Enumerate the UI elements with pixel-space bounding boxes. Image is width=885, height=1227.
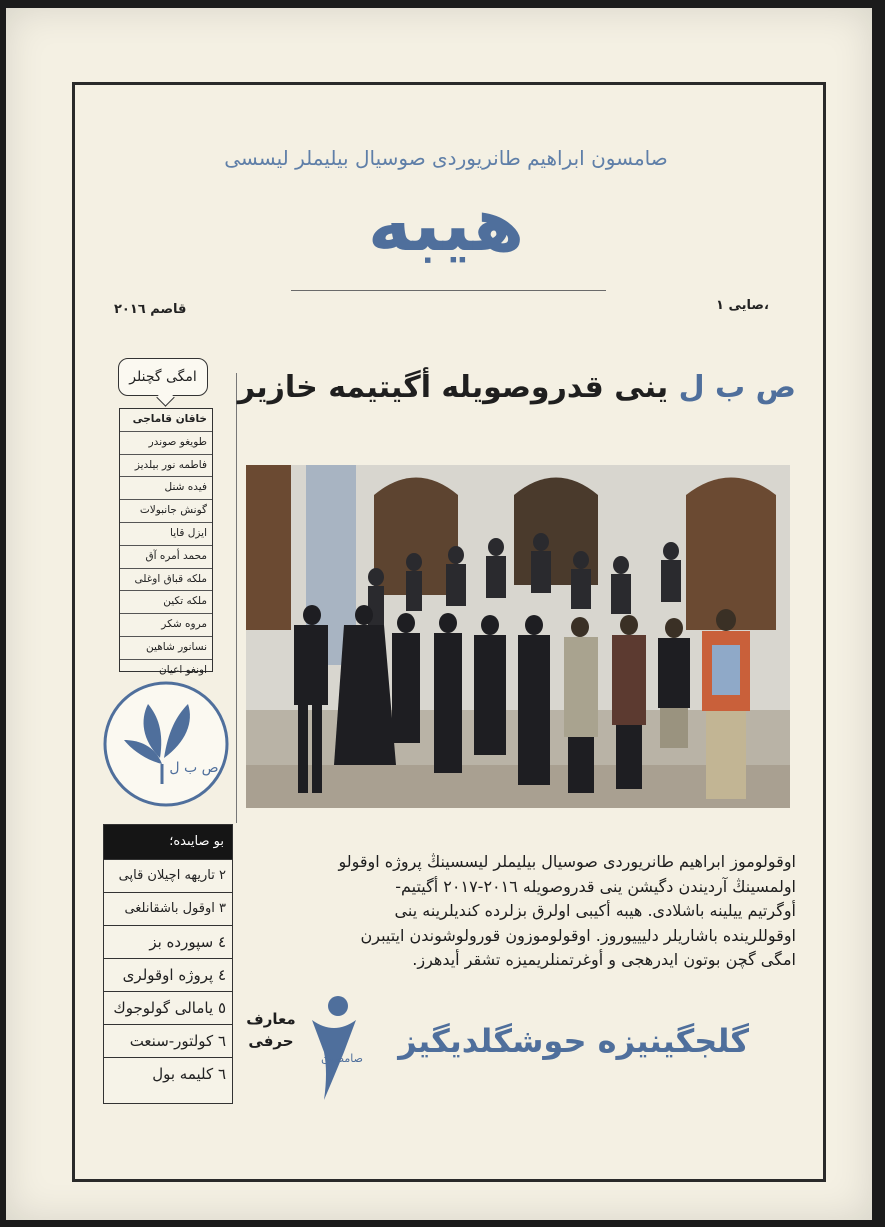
staff-list	[119, 408, 213, 676]
staff-member: اونغو اعيان	[159, 663, 207, 676]
article-line: امگى گچن بوتون ايدرهجى و أوغرتمنلريميزه تشقر أيدهرز.	[412, 950, 796, 969]
contents-item: ٦ كولتور-سنعت	[104, 1024, 232, 1057]
contents-title: بو صايىده؛	[104, 825, 232, 859]
issue-date: قاصم ٢٠١٦	[114, 302, 187, 317]
staff-member: نسانور شاهين	[120, 637, 212, 660]
staff-member: مروه شكر	[120, 614, 212, 637]
contents-item: ٤ سپورده بز	[104, 925, 232, 958]
staff-member: طويغو صوندر	[120, 432, 212, 455]
staff-member: ملكه تكين	[120, 591, 212, 614]
column-divider	[236, 373, 237, 823]
newsletter-page	[6, 8, 872, 1220]
vertical-caption: معارف حرفى	[246, 1010, 296, 1050]
staff-bubble: امگى گچنلر	[118, 358, 208, 396]
staff-member: ملكه قباق اوغلى	[120, 569, 212, 592]
masthead-title: هيبه	[367, 182, 525, 268]
staff-member: فاطمه نور بيلديز	[120, 455, 212, 478]
contents-box	[103, 824, 233, 1104]
article-line: اوقوللرينده باشاريلر دليييوروز. اوقولوموزون قورولوشوندن ايتيبرن	[360, 925, 796, 945]
contents-item: ٣ اوقول باشقانلغى	[104, 892, 232, 925]
article-line: اولمسينڭ آرديندن دگيشن ينى قدروصويله ٢٠١٦-٢٠١٧ أگيتيم-	[395, 876, 796, 896]
masthead-rule	[291, 290, 606, 291]
article-line: اوقولوموز ابراهيم طانريوردى صوسيال بيليملر ليسسينڭ پروژه اوقولو	[338, 852, 796, 871]
contents-item: ٦ كليمه بول	[104, 1057, 232, 1090]
group-photo	[246, 465, 790, 808]
staff-member: محمد أمره آق	[120, 546, 212, 569]
main-headline	[237, 370, 796, 405]
contents-item: ٥ يامالى گولوجوك	[104, 991, 232, 1024]
sbl-logo	[102, 680, 230, 808]
contents-item: ٢ تاريهه اچيلان قاپى	[104, 859, 232, 892]
headline-text: ينى قدروصويله أگيتيمه خازير	[237, 370, 679, 405]
article-line: أوگرتيم ييلينه باشلادى. هيبه أكيبى اولرق بزلرده كنديلرينه ينى	[394, 901, 796, 920]
staff-member: خاقان قاماجى	[120, 409, 212, 432]
headline-accent: ص ب ل	[678, 370, 796, 405]
school-name: صامسون ابراهيم طانريوردى صوسيال بيليملر ليسسى	[224, 146, 668, 170]
issue-number: ،صايى ١	[716, 298, 769, 313]
sbl-logo-text: ص ب ل	[169, 760, 219, 776]
staff-member: گونش جانبولات	[120, 500, 212, 523]
samsun-logo	[294, 992, 378, 1104]
staff-member: فيده شنل	[120, 477, 212, 500]
samsun-logo-text: صامصون	[321, 1052, 363, 1065]
article-body	[244, 850, 796, 973]
staff-member: ايزل قايا	[120, 523, 212, 546]
contents-item: ٤ پروژه اوقولرى	[104, 958, 232, 991]
welcome-slogan: گلجگينيزه حوشگلديگيز	[398, 1022, 749, 1060]
